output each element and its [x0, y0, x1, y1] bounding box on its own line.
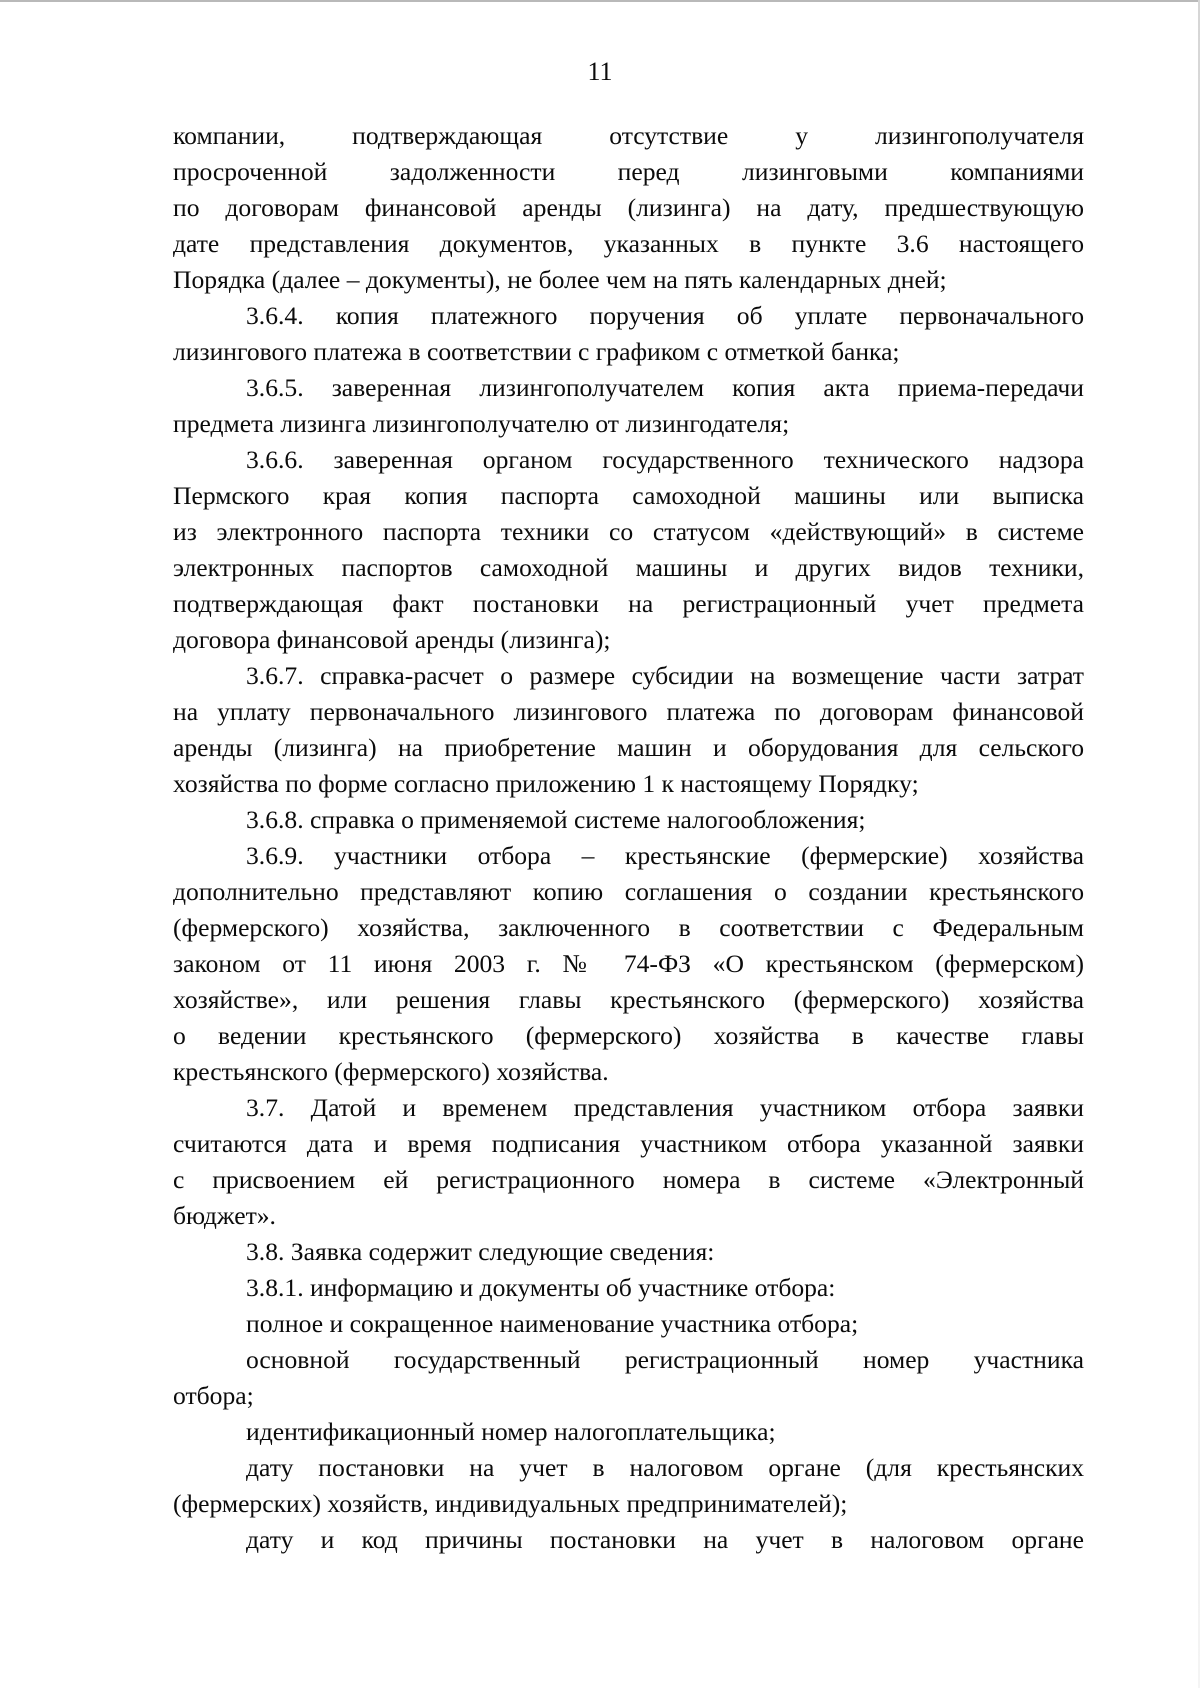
- text-line: дате представления документов, указанных в пункте 3.6 настоящего: [173, 229, 1084, 258]
- text-line: полное и сокращенное наименование участника отбора;: [246, 1309, 859, 1338]
- text-line: 3.6.8. справка о применяемой системе налогообложения;: [246, 805, 866, 834]
- text-line: 3.7. Датой и временем представления участником отбора заявки: [246, 1093, 1084, 1122]
- text-line: 3.6.4. копия платежного поручения об уплате первоначального: [246, 301, 1084, 330]
- text-line: дату постановки на учет в налоговом органе (для крестьянских: [246, 1453, 1084, 1482]
- text-line: из электронного паспорта техники со статусом «действующий» в системе: [173, 517, 1084, 546]
- text-line: основной государственный регистрационный номер участника: [246, 1345, 1084, 1374]
- text-line: 3.6.9. участники отбора – крестьянские (фермерские) хозяйства: [246, 841, 1084, 870]
- text-line: по договорам финансовой аренды (лизинга) на дату, предшествующую: [173, 193, 1084, 222]
- scan-top-edge: [0, 0, 1200, 2]
- text-line: хозяйстве», или решения главы крестьянского (фермерского) хозяйства: [173, 985, 1084, 1014]
- text-line: компании, подтверждающая отсутствие у лизингополучателя: [173, 121, 1084, 150]
- text-line: дополнительно представляют копию соглашения о создании крестьянского: [173, 877, 1084, 906]
- text-line: законом от 11 июня 2003 г. № 74-ФЗ «О крестьянском (фермерском): [173, 949, 1084, 978]
- text-line: электронных паспортов самоходной машины и других видов техники,: [173, 553, 1084, 582]
- text-line: 3.6.5. заверенная лизингополучателем копия акта приема-передачи: [246, 373, 1084, 402]
- text-line: просроченной задолженности перед лизинговыми компаниями: [173, 157, 1084, 186]
- page-number: 11: [587, 57, 613, 86]
- text-line: (фермерского) хозяйства, заключенного в соответствии с Федеральным: [173, 913, 1084, 942]
- text-line: (фермерских) хозяйств, индивидуальных предпринимателей);: [173, 1489, 848, 1518]
- document-body: [173, 118, 1084, 1558]
- text-line: крестьянского (фермерского) хозяйства.: [173, 1057, 609, 1086]
- text-line: дату и код причины постановки на учет в налоговом органе: [246, 1525, 1084, 1554]
- text-line: предмета лизинга лизингополучателю от лизингодателя;: [173, 409, 790, 438]
- text-line: с присвоением ей регистрационного номера в системе «Электронный: [173, 1165, 1084, 1194]
- text-line: лизингового платежа в соответствии с графиком с отметкой банка;: [173, 337, 900, 366]
- text-line: отбора;: [173, 1381, 254, 1410]
- text-line: 3.8. Заявка содержит следующие сведения:: [246, 1237, 715, 1266]
- text-line: 3.8.1. информацию и документы об участнике отбора:: [246, 1273, 836, 1302]
- text-line: на уплату первоначального лизингового платежа по договорам финансовой: [173, 697, 1084, 726]
- text-line: 3.6.7. справка-расчет о размере субсидии на возмещение части затрат: [246, 661, 1084, 690]
- text-line: Порядка (далее – документы), не более чем на пять календарных дней;: [173, 265, 947, 294]
- text-line: хозяйства по форме согласно приложению 1 к настоящему Порядку;: [173, 769, 919, 798]
- text-line: идентификационный номер налогоплательщика;: [246, 1417, 776, 1446]
- text-line: аренды (лизинга) на приобретение машин и оборудования для сельского: [173, 733, 1084, 762]
- text-line: о ведении крестьянского (фермерского) хозяйства в качестве главы: [173, 1021, 1084, 1050]
- text-line: договора финансовой аренды (лизинга);: [173, 625, 611, 654]
- text-line: Пермского края копия паспорта самоходной машины или выписка: [173, 481, 1084, 510]
- text-line: бюджет».: [173, 1201, 276, 1230]
- text-line: подтверждающая факт постановки на регистрационный учет предмета: [173, 589, 1084, 618]
- text-line: считаются дата и время подписания участником отбора указанной заявки: [173, 1129, 1084, 1158]
- text-line: 3.6.6. заверенная органом государственного технического надзора: [246, 445, 1084, 474]
